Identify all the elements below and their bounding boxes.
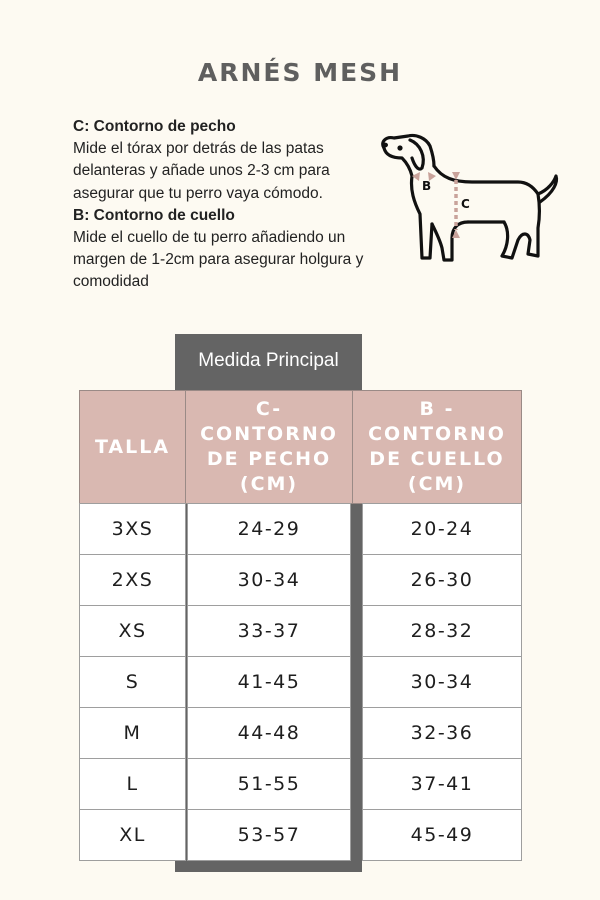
page-title: ARNÉS MESH: [197, 58, 403, 87]
chest-heading: C: Contorno de pecho: [73, 118, 236, 135]
table-cell-neck: 45-49: [362, 809, 522, 861]
table-cell-size: S: [79, 656, 186, 708]
table-cell-neck: 32-36: [362, 707, 522, 759]
header-chest: C- CONTORNO DE PECHO (CM): [185, 390, 353, 504]
header-size: TALLA: [79, 390, 186, 504]
table-cell-chest: 24-29: [187, 503, 351, 555]
table-cell-chest: 30-34: [187, 554, 351, 606]
table-cell-chest: 51-55: [187, 758, 351, 810]
measurement-instructions: [73, 116, 373, 294]
neck-instructions: Mide el cuello de tu perro añadiendo un margen de 1-2cm para asegurar holgura y comodidad: [73, 229, 364, 291]
chest-marker-b: B: [422, 179, 432, 193]
table-cell-chest: 44-48: [187, 707, 351, 759]
table-cell-chest: 53-57: [187, 809, 351, 861]
neck-heading: B: Contorno de cuello: [73, 206, 235, 224]
table-cell-neck: 20-24: [362, 503, 522, 555]
chest-marker-c: C: [461, 197, 470, 211]
table-cell-size: M: [79, 707, 186, 759]
main-measure-label: Medida Principal: [198, 350, 339, 371]
table-cell-neck: 37-41: [362, 758, 522, 810]
table-cell-neck: 26-30: [362, 554, 522, 606]
table-cell-size: 3XS: [79, 503, 186, 555]
table-cell-size: XL: [79, 809, 186, 861]
table-cell-neck: 28-32: [362, 605, 522, 657]
table-cell-chest: 33-37: [187, 605, 351, 657]
table-cell-neck: 30-34: [362, 656, 522, 708]
table-cell-size: L: [79, 758, 186, 810]
chest-instructions: Mide el tórax por detrás de las patas delanteras y añade unos 2-3 cm para asegurar que tu perro vaya cómodo.: [73, 140, 330, 202]
table-cell-chest: 41-45: [187, 656, 351, 708]
table-cell-size: 2XS: [79, 554, 186, 606]
header-neck: B - CONTORNO DE CUELLO (CM): [352, 390, 522, 504]
table-cell-size: XS: [79, 605, 186, 657]
dog-outline-icon: [372, 128, 564, 278]
